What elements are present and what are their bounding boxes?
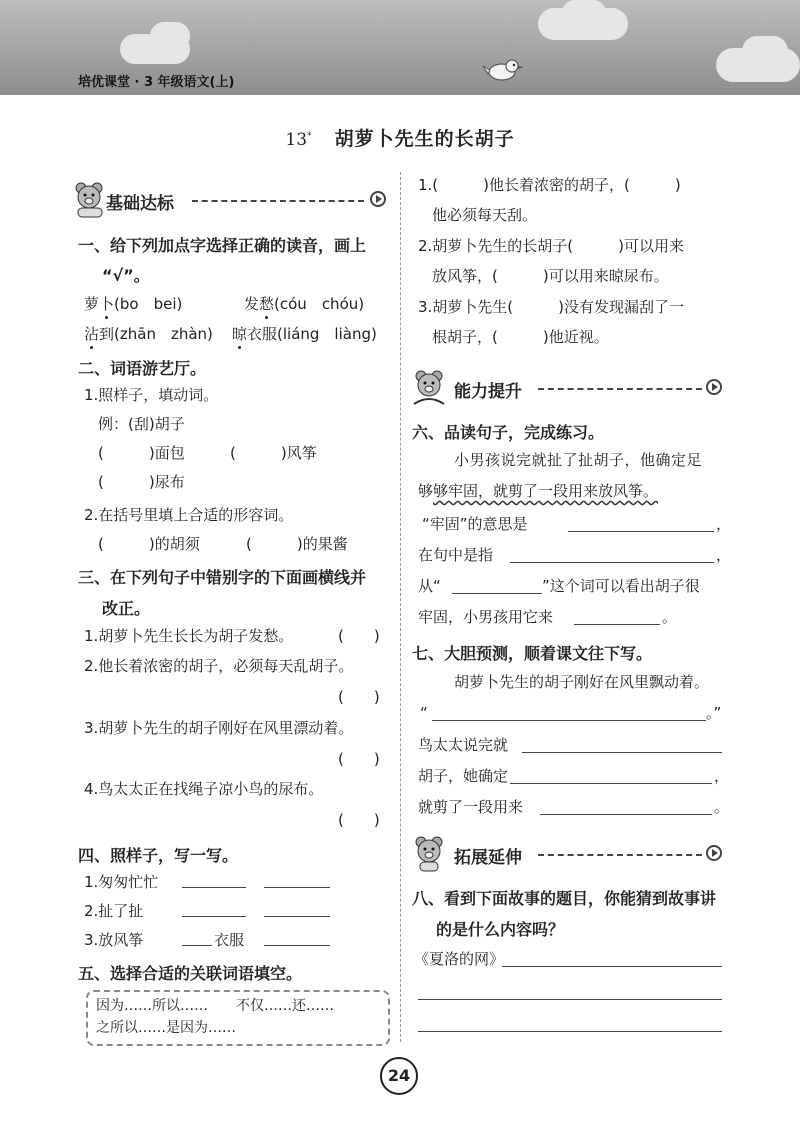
q2-example: 例：(刮)胡子 <box>98 415 185 433</box>
q6-q3: 从“ <box>418 577 441 595</box>
answer-line[interactable] <box>182 902 246 917</box>
cloud-decoration <box>742 36 788 66</box>
lesson-heading <box>0 124 800 151</box>
q8-title: 八、看到下面故事的题目，你能猜到故事讲 <box>412 889 717 908</box>
q6-passage-cont: 够够牢固，就剪了一段用来放风筝。 <box>418 482 659 500</box>
answer-paren[interactable]: ( ) <box>338 811 380 829</box>
play-icon <box>706 845 722 861</box>
q2-blank[interactable]: ( )的胡须 <box>98 535 200 553</box>
q4-item: 1.匆匆忙忙 <box>84 873 159 891</box>
answer-line[interactable] <box>510 769 712 784</box>
section-extend <box>412 834 724 874</box>
q6-q3-cont: ”这个词可以看出胡子很 <box>542 577 700 595</box>
q5-sentence: 1.( )他长着浓密的胡子，( ) <box>418 176 681 194</box>
section-label: 基础达标 <box>106 194 174 214</box>
play-icon <box>370 191 386 207</box>
q7-title: 七、大胆预测，顺着课文往下写。 <box>412 644 653 663</box>
answer-line[interactable] <box>432 706 706 721</box>
q8-book-title: 《夏洛的网》 <box>414 950 505 968</box>
answer-line[interactable] <box>568 517 714 532</box>
punct: 。 <box>714 798 730 816</box>
q7-line: 胡子，她确定 <box>418 767 509 785</box>
answer-line[interactable] <box>540 800 712 815</box>
q2-blank[interactable]: ( )尿布 <box>98 473 185 491</box>
answer-paren[interactable]: ( ) <box>338 688 380 706</box>
q1-item: 萝卜(bo bei) <box>84 295 183 313</box>
q2-title: 二、词语游艺厅。 <box>78 359 207 378</box>
play-icon <box>706 379 722 395</box>
q5-sentence-cont: 他必须每天刮。 <box>432 206 538 224</box>
q2-blank[interactable]: ( )面包 <box>98 444 185 462</box>
bear-mascot-icon <box>412 368 446 408</box>
punct: “ <box>420 704 428 722</box>
q4-item: 3.放风筝 <box>84 931 144 949</box>
q4-item: 2.扯了扯 <box>84 902 144 920</box>
q2-sub2: 2.在括号里填上合适的形容词。 <box>84 506 294 524</box>
answer-line[interactable] <box>418 985 722 1000</box>
answer-line[interactable] <box>418 1017 722 1032</box>
section-rule <box>538 854 702 856</box>
q1-item: 晾衣服(liáng liàng) <box>232 325 377 343</box>
cloud-decoration <box>150 22 190 50</box>
q5-title: 五、选择合适的关联词语填空。 <box>78 964 303 983</box>
section-ability <box>412 368 724 408</box>
lesson-number: 13* <box>285 130 312 150</box>
section-basic <box>72 180 388 220</box>
q1-item: 发愁(cóu chóu) <box>244 295 365 313</box>
q6-passage: 小男孩说完就扯了扯胡子，他确定足 <box>454 451 703 469</box>
word-bank-line: 之所以……是因为…… <box>96 1020 236 1036</box>
punct: ， <box>716 515 732 533</box>
lesson-title: 胡萝卜先生的长胡子 <box>334 128 515 150</box>
q2-blank[interactable]: ( )的果酱 <box>246 535 348 553</box>
q5-sentence: 2.胡萝卜先生的长胡子( )可以用来 <box>418 237 685 255</box>
answer-line[interactable] <box>264 931 330 946</box>
answer-line[interactable] <box>182 931 212 946</box>
cloud-decoration <box>562 0 606 26</box>
q3-sentence: 3.胡萝卜先生的胡子刚好在风里漂动着。 <box>84 719 354 737</box>
answer-line[interactable] <box>510 548 714 563</box>
q7-passage: 胡萝卜先生的胡子刚好在风里飘动着。 <box>454 673 710 691</box>
q6-q4: 牢固，小男孩用它来 <box>418 608 554 626</box>
series-title: 培优课堂 · 3 年级语文(上) <box>78 75 235 90</box>
q1-title-cont: “√”。 <box>102 266 150 285</box>
section-rule <box>192 200 364 202</box>
q1-item: 沾到(zhān zhàn) <box>84 325 213 343</box>
answer-line[interactable] <box>264 873 330 888</box>
bear-mascot-icon <box>412 834 446 874</box>
q7-line: 就剪了一段用来 <box>418 798 524 816</box>
answer-line[interactable] <box>522 738 722 753</box>
page-number: 24 <box>380 1057 418 1095</box>
punct: 。 <box>662 608 678 626</box>
word-bank-line: 因为……所以…… 不仅……还…… <box>96 998 334 1014</box>
q7-line: 鸟太太说完就 <box>418 736 509 754</box>
section-rule <box>538 388 702 390</box>
answer-line[interactable] <box>182 873 246 888</box>
q1-title: 一、给下列加点字选择正确的读音，画上 <box>78 236 367 255</box>
section-label: 拓展延伸 <box>454 848 522 868</box>
q3-sentence: 4.鸟太太正在找绳子凉小鸟的尿布。 <box>84 780 324 798</box>
answer-paren[interactable]: ( ) <box>338 627 380 645</box>
answer-line[interactable] <box>574 610 660 625</box>
q2-sub1: 1.照样子，填动词。 <box>84 386 219 404</box>
section-label: 能力提升 <box>454 382 522 402</box>
bear-mascot-icon <box>72 180 106 220</box>
q2-blank[interactable]: ( )风筝 <box>230 444 317 462</box>
answer-line[interactable] <box>502 952 722 967</box>
column-divider <box>400 172 401 1042</box>
answer-line[interactable] <box>264 902 330 917</box>
q6-q1: “牢固”的意思是 <box>422 515 528 533</box>
header-banner <box>0 0 800 95</box>
q5-sentence-cont: 放风筝，( )可以用来晾尿布。 <box>432 267 669 285</box>
answer-paren[interactable]: ( ) <box>338 750 380 768</box>
q5-sentence-cont: 根胡子，( )他近视。 <box>432 328 609 346</box>
q4-title: 四、照样子，写一写。 <box>78 846 239 865</box>
bird-icon <box>482 56 526 86</box>
q3-sentence: 2.他长着浓密的胡子，必须每天乱胡子。 <box>84 657 354 675</box>
q3-title-cont: 改正。 <box>102 599 151 618</box>
punct: ， <box>714 767 730 785</box>
q3-title: 三、在下列句子中错别字的下面画横线并 <box>78 568 367 587</box>
q6-q2: 在句中是指 <box>418 546 494 564</box>
punct: 。” <box>706 704 722 722</box>
punct: ， <box>716 546 732 564</box>
q6-title: 六、品读句子，完成练习。 <box>412 423 605 442</box>
q8-title-cont: 的是什么内容吗？ <box>436 920 565 939</box>
q3-sentence: 1.胡萝卜先生长长为胡子发愁。 <box>84 627 294 645</box>
answer-line[interactable] <box>452 579 542 594</box>
q4-item-suffix: 衣服 <box>214 931 245 949</box>
q5-sentence: 3.胡萝卜先生( )没有发现漏刮了一 <box>418 298 685 316</box>
